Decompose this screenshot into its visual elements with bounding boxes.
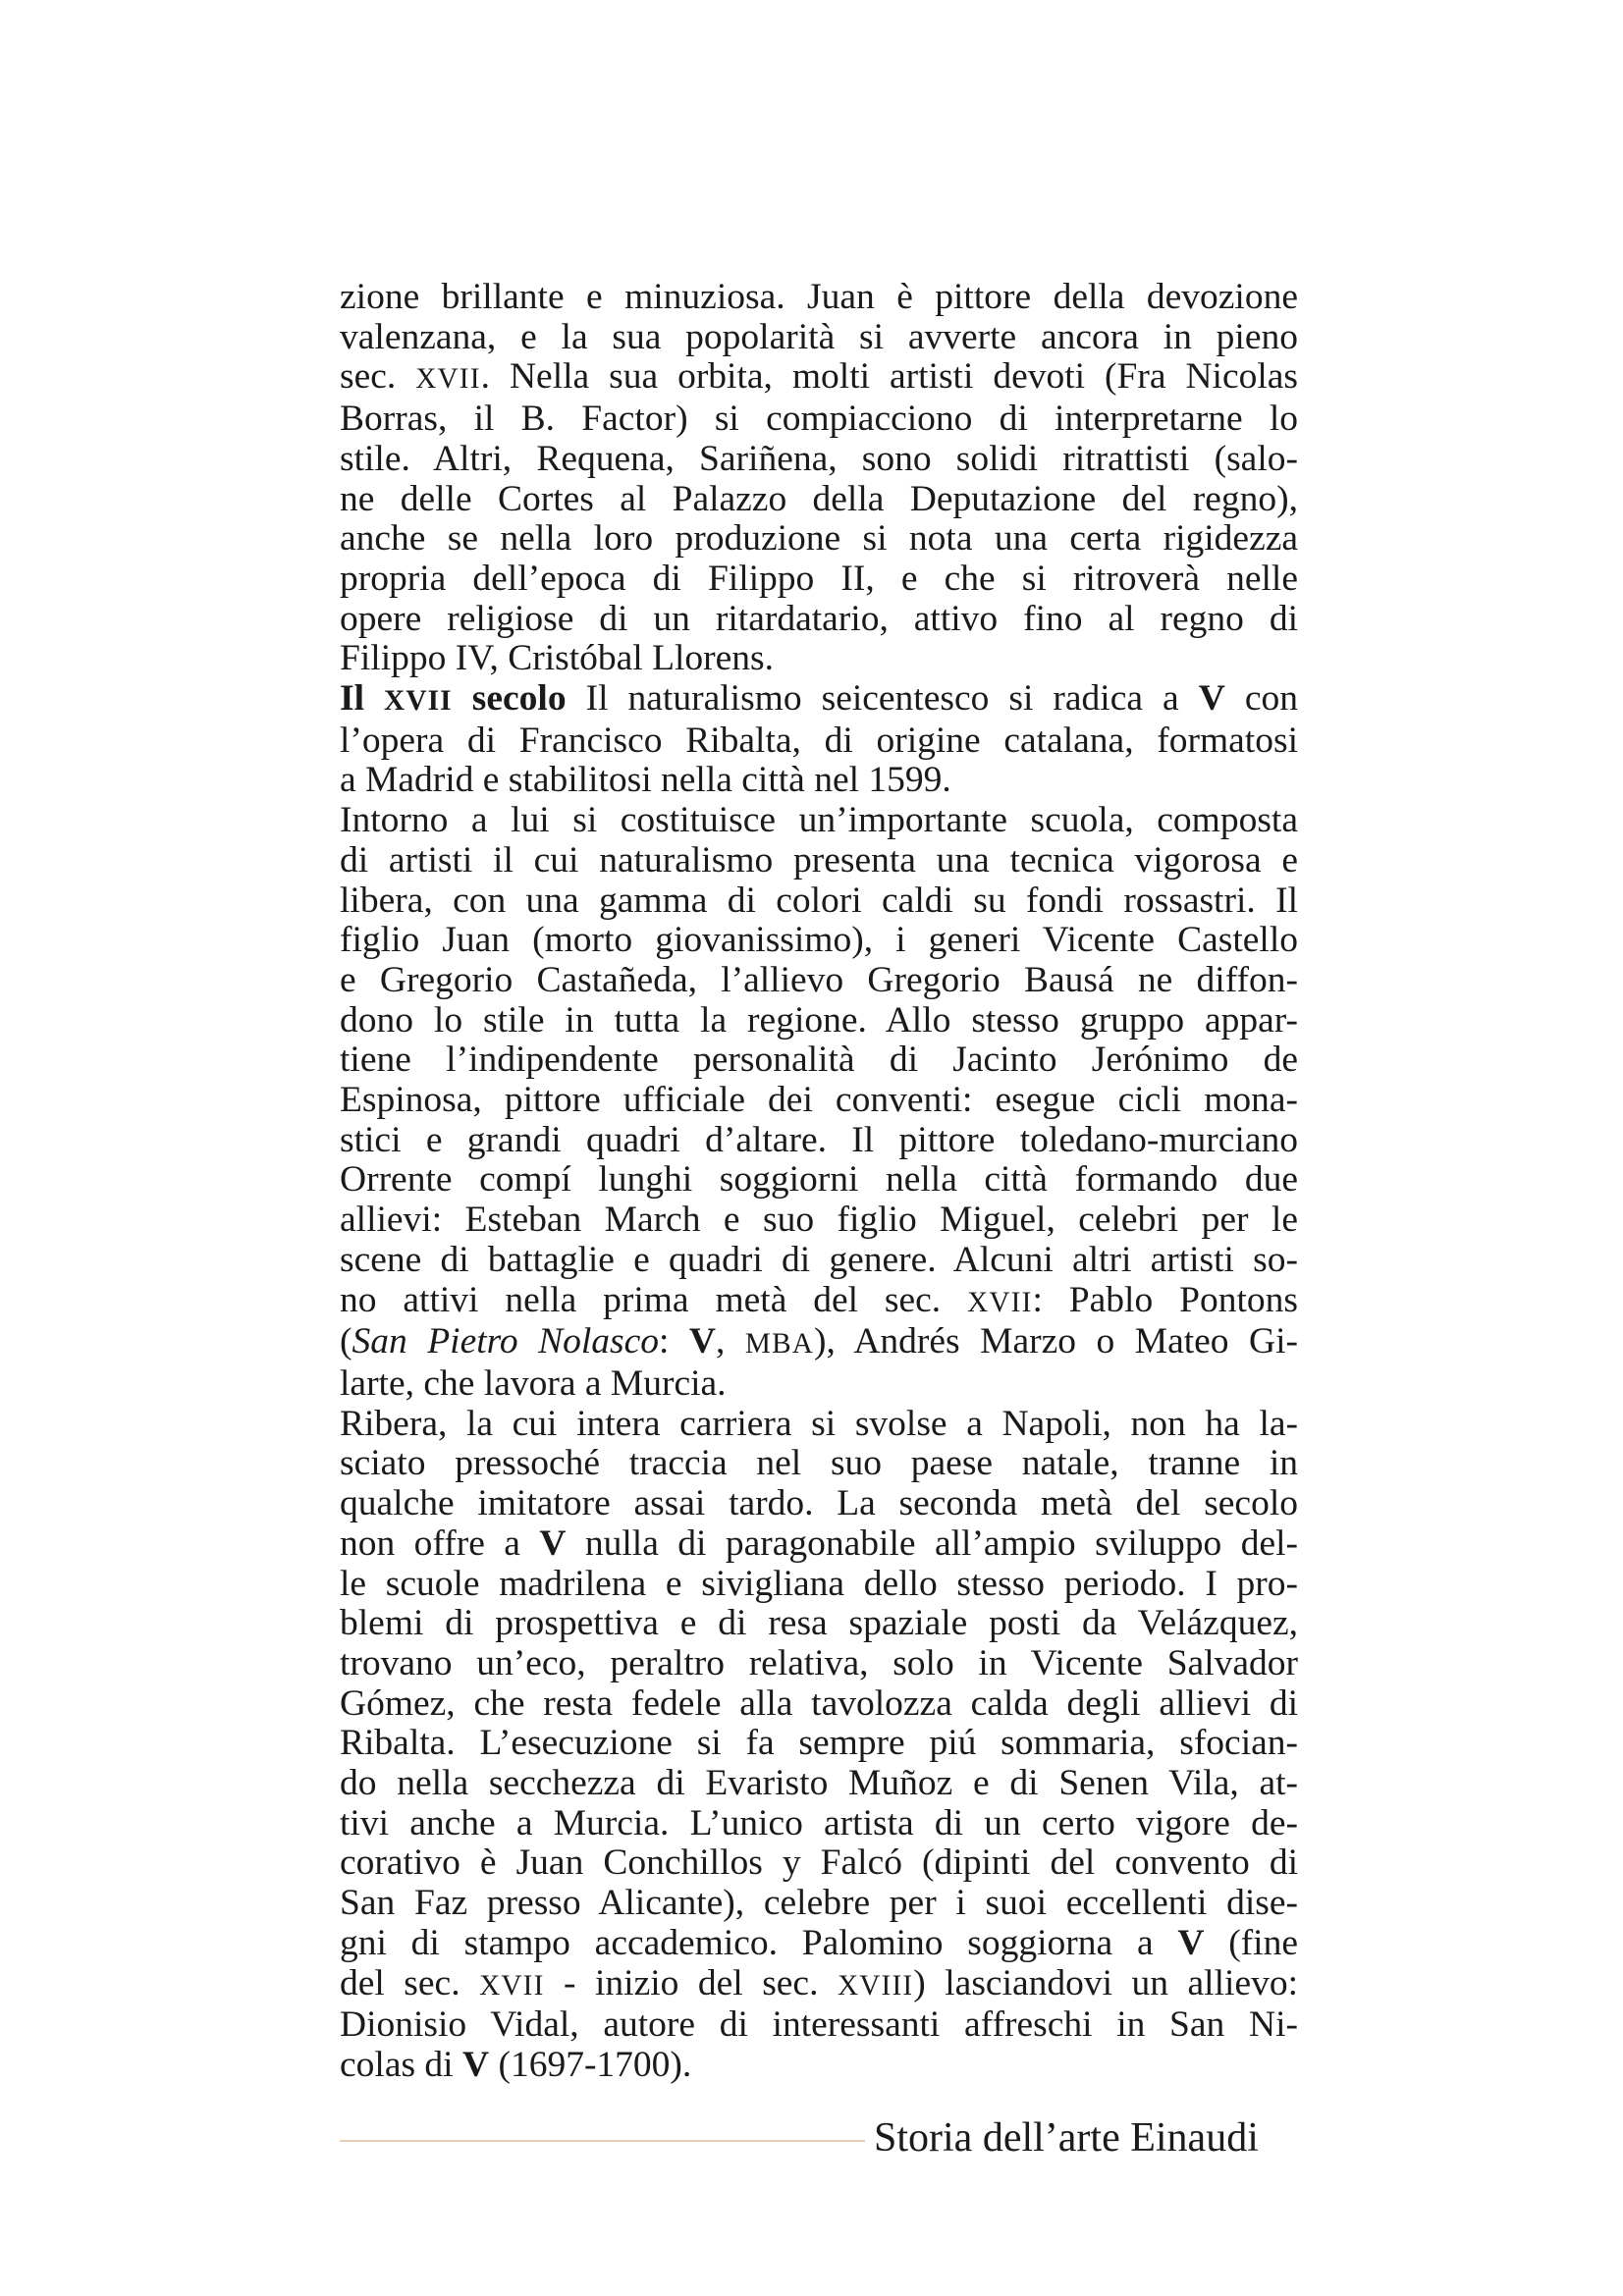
text-run: do nella secchezza di Evaristo Muñoz e di Senen Vila, at- (340, 1763, 1298, 1804)
text-run: Ribera, la cui intera carriera si svolse a Napoli, non ha la- (340, 1403, 1298, 1444)
footer-label: Storia dell’arte Einaudi (874, 2115, 1259, 2161)
text-line (340, 1281, 1298, 1323)
text-line (340, 1322, 1298, 1364)
text-run: qualche imitatore assai tardo. La seconda metà del secolo (340, 1483, 1298, 1524)
bold-run: V (1177, 1922, 1205, 1963)
text-run: di artisti il cui naturalismo presenta una tecnica vigorosa e (340, 839, 1298, 881)
text-line (340, 357, 1298, 400)
text-line (340, 961, 1298, 1001)
text-run: nulla di paragonabile all’ampio sviluppo del- (566, 1522, 1298, 1564)
small-caps-run: XVII (967, 1286, 1033, 1318)
bold-run: Il (340, 678, 385, 720)
small-caps-run: XVII (415, 363, 481, 396)
text-line (340, 519, 1298, 560)
text-line (340, 1764, 1298, 1804)
text-run: tivi anche a Murcia. L’unico artista di un certo vigore de- (340, 1802, 1298, 1843)
text-run: stile. Altri, Requena, Sariñena, sono solidi ritrattisti (salo- (340, 438, 1298, 479)
bold-run: V (1198, 678, 1225, 720)
bold-run: V (461, 2044, 490, 2085)
text-line (340, 1364, 1298, 1405)
text-line (340, 2005, 1298, 2046)
text-run: larte, che lavora a Murcia. (340, 1362, 727, 1404)
footer-rule (340, 2140, 865, 2142)
small-caps-run: MBA (744, 1328, 815, 1361)
text-line (340, 881, 1298, 922)
text-line (340, 1644, 1298, 1684)
text-run: libera, con una gamma di colori caldi su fondi rossastri. Il (340, 880, 1298, 921)
text-run: . Nella sua orbita, molti artisti devoti (Fra Nicolas (480, 356, 1298, 398)
text-line (340, 480, 1298, 520)
text-line (340, 1524, 1298, 1565)
text-run: Borras, il B. Factor) si compiacciono di interpretarne lo (340, 399, 1298, 440)
text-line (340, 1804, 1298, 1844)
text-run: Gómez, che resta fedele alla tavolozza calda degli allievi di (340, 1682, 1298, 1724)
text-line (340, 1081, 1298, 1121)
text-run: Ribalta. L’esecuzione si fa sempre piú sommaria, sfocian- (340, 1723, 1298, 1764)
text-line (340, 801, 1298, 841)
text-run: allievi: Esteban March e suo figlio Miguel, celebri per le (340, 1200, 1298, 1241)
text-line (340, 400, 1298, 440)
text-run: (fine (1204, 1922, 1298, 1963)
text-run: San Faz presso Alicante), celebre per i suoi eccellenti dise- (340, 1883, 1298, 1924)
text-line (340, 440, 1298, 480)
text-run: trovano un’eco, peraltro relativa, solo in Vicente Salvador (340, 1642, 1298, 1683)
text-line (340, 1484, 1298, 1524)
text-line (340, 1884, 1298, 1924)
text-line (340, 1160, 1298, 1201)
text-line (340, 921, 1298, 961)
text-run: sec. (340, 356, 416, 398)
text-run: Espinosa, pittore ufficiale dei conventi: esegue cicli mona- (340, 1080, 1298, 1121)
bold-run: V (688, 1321, 717, 1362)
text-run: figlio Juan (morto giovanissimo), i generi Vicente Castello (340, 920, 1298, 961)
text-line (340, 1201, 1298, 1241)
text-line (340, 600, 1298, 640)
text-run: Dionisio Vidal, autore di interessanti affreschi in San Ni- (340, 2004, 1298, 2046)
text-run: scene di battaglie e quadri di genere. Alcuni altri artisti so- (340, 1239, 1298, 1280)
text-run: Orrente compí lunghi soggiorni nella città formando due (340, 1159, 1298, 1201)
bold-run: secolo (452, 678, 567, 720)
text-line (340, 2046, 1298, 2086)
text-run: stici e grandi quadri d’altare. Il pittore toledano-murciano (340, 1119, 1298, 1160)
text-line (340, 721, 1298, 762)
text-line (340, 1964, 1298, 2006)
text-run: Filippo IV, Cristóbal Llorens. (340, 638, 775, 679)
text-run: Il naturalismo seicentesco si radica a (566, 678, 1199, 720)
text-run: ( (340, 1321, 352, 1362)
text-run: gni di stampo accademico. Palomino soggiorna a (340, 1922, 1178, 1963)
bold-run: V (539, 1522, 567, 1564)
text-run: ne delle Cortes al Palazzo della Deputazione del regno), (340, 478, 1298, 519)
text-run: blemi di prospettiva e di resa spaziale posti da Velázquez, (340, 1603, 1298, 1644)
small-caps-run: XVIII (837, 1969, 914, 2002)
text-line (340, 679, 1298, 721)
text-line (340, 1121, 1298, 1161)
text-run: (1697-1700). (489, 2044, 692, 2085)
text-line (340, 841, 1298, 881)
text-run: ) lasciandovi un allievo: (913, 1962, 1299, 2003)
text-run: zione brillante e minuziosa. Juan è pittore della devozione (340, 277, 1298, 317)
text-line (340, 1405, 1298, 1445)
text-run: valenzana, e la sua popolarità si avverte ancora in pieno (340, 316, 1298, 357)
text-line (340, 1444, 1298, 1484)
text-line (340, 1241, 1298, 1281)
text-line (340, 1001, 1298, 1041)
text-run: del sec. (340, 1962, 480, 2003)
text-run: a Madrid e stabilitosi nella città nel 1599. (340, 760, 951, 801)
text-line (340, 1924, 1298, 1964)
text-run: sciato pressoché traccia nel suo paese natale, tranne in (340, 1443, 1298, 1484)
text-run: ), Andrés Marzo o Mateo Gi- (814, 1321, 1299, 1362)
text-line (340, 1604, 1298, 1644)
text-run: opere religiose di un ritardatario, attivo fino al regno di (340, 598, 1298, 639)
text-run: corativo è Juan Conchillos y Falcó (dipinti del convento di (340, 1842, 1298, 1884)
text-line (340, 278, 1298, 318)
text-run: propria dell’epoca di Filippo II, e che si ritroverà nelle (340, 558, 1298, 599)
text-line (340, 1724, 1298, 1764)
text-run: dono lo stile in tutta la regione. Allo stesso gruppo appar- (340, 999, 1298, 1041)
text-line (340, 639, 1298, 679)
text-run: non offre a (340, 1522, 540, 1564)
bold-small-caps-run: XVII (384, 685, 453, 718)
text-line (340, 761, 1298, 801)
text-run: con (1224, 678, 1298, 720)
text-line (340, 1565, 1298, 1605)
text-run: - inizio del sec. (544, 1962, 838, 2003)
text-run: le scuole madrilena e sivigliana dello stesso periodo. I pro- (340, 1563, 1298, 1604)
text-run: e Gregorio Castañeda, l’allievo Gregorio Bausá ne diffon- (340, 959, 1298, 1000)
text-line (340, 560, 1298, 600)
text-run: tiene l’indipendente personalità di Jacinto Jerónimo de (340, 1040, 1298, 1081)
text-run: anche se nella loro produzione si nota una certa rigidezza (340, 518, 1298, 560)
text-line (340, 1843, 1298, 1884)
text-run: : (659, 1321, 689, 1362)
italic-run: San Pietro Nolasco (352, 1321, 659, 1362)
text-line (340, 1684, 1298, 1725)
text-line (340, 318, 1298, 358)
text-run: Intorno a lui si costituisce un’importante scuola, composta (340, 800, 1298, 841)
text-run: no attivi nella prima metà del sec. (340, 1279, 968, 1320)
body-text (340, 278, 1298, 2086)
small-caps-run: XVII (479, 1969, 545, 2002)
text-run: l’opera di Francisco Ribalta, di origine catalana, formatosi (340, 720, 1298, 761)
text-run: colas di (340, 2044, 462, 2085)
text-run: , (716, 1321, 745, 1362)
text-run: : Pablo Pontons (1032, 1279, 1298, 1320)
text-line (340, 1041, 1298, 1081)
